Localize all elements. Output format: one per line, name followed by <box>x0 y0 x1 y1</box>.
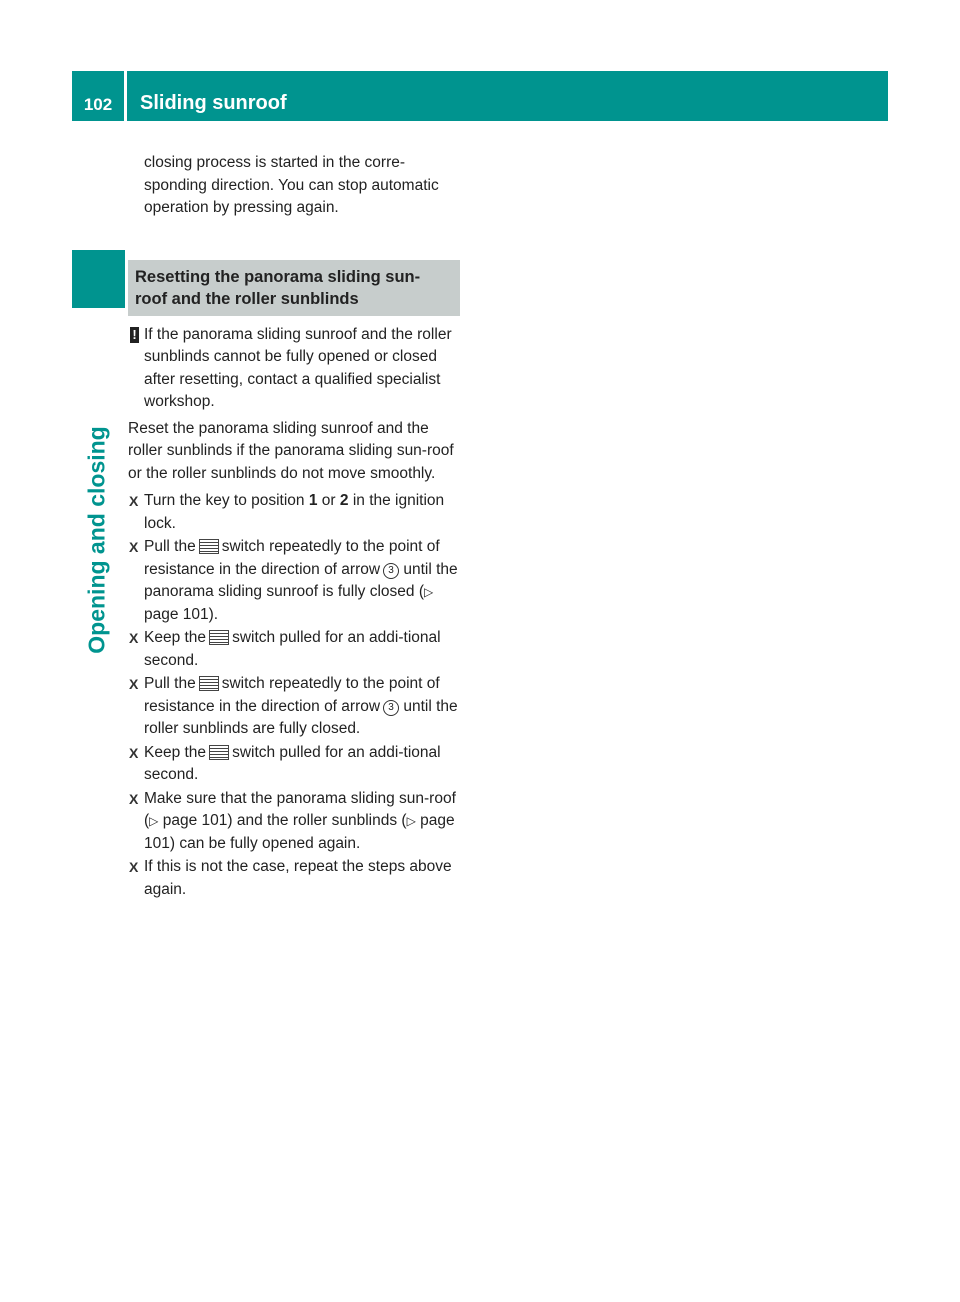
section-title: Sliding sunroof <box>140 92 287 114</box>
chapter-label: Opening and closing <box>83 426 110 654</box>
page-ref-link[interactable]: page 101) and the roller sunblinds ( <box>162 812 407 829</box>
step-marker-icon: X <box>129 630 139 646</box>
warning-icon: ! <box>130 327 139 343</box>
arrow-3-callout: 3 <box>383 700 399 716</box>
step-marker-icon: X <box>129 539 139 555</box>
intro-text: closing process is started in the corre-sponding direction. You can stop automatic operation by pressing again. <box>144 154 439 216</box>
section-heading: Resetting the panorama sliding sun-roof and the roller sunblinds <box>128 260 460 316</box>
header-divider <box>124 71 127 121</box>
page-ref-link[interactable]: page 101) can be fully opened again. <box>144 812 455 852</box>
warning-note <box>128 324 460 414</box>
step-4: X Pull the switch repeatedly to the point of resistance in the direction of arrow 3 until the roller sunblinds are fully closed. <box>129 675 458 737</box>
sunroof-switch-icon <box>199 539 219 554</box>
step-5: X Keep the switch pulled for an addi-tional second. <box>129 743 441 783</box>
step-6: X Make sure that the panorama sliding sun-roof (▷ page 101) and the roller sunblinds (▷ page 101) can be fully opened again. <box>129 789 456 852</box>
sunroof-switch-icon <box>199 676 219 691</box>
side-tab-marker <box>72 250 125 308</box>
section-paragraph: Reset the panorama sliding sunroof and the roller sunblinds if the panorama sliding sun-roof or the roller sunblinds do not move smoothly. <box>128 419 454 482</box>
page-ref-arrow-icon: ▷ <box>149 814 159 828</box>
page-ref-arrow-icon: ▷ <box>424 585 434 599</box>
sunroof-switch-icon <box>209 630 229 645</box>
sunroof-switch-icon <box>209 745 229 760</box>
step-marker-icon: X <box>129 859 139 875</box>
step-marker-icon: X <box>129 790 139 807</box>
arrow-3-callout: 3 <box>383 563 399 579</box>
content-column <box>128 152 460 902</box>
step-1: X Turn the key to position 1 or 2 in the ignition lock. <box>129 492 445 532</box>
step-marker-icon: X <box>129 493 139 509</box>
warning-text: If the panorama sliding sunroof and the roller sunblinds cannot be fully opened or closed after resetting, contact a qualified specialist workshop. <box>144 325 452 410</box>
page-number: 102 <box>83 95 113 114</box>
page-ref-link[interactable]: page 101). <box>144 605 219 623</box>
step-2: X Pull the switch repeatedly to the point of resistance in the direction of arrow 3 until the panorama sliding sunroof is fully closed (▷ page 101). <box>129 538 458 623</box>
step-marker-icon: X <box>129 676 139 692</box>
step-7: X If this is not the case, repeat the steps above again. <box>129 858 452 898</box>
step-3: X Keep the switch pulled for an addi-tional second. <box>129 629 441 669</box>
step-marker-icon: X <box>129 744 139 761</box>
page-ref-arrow-icon: ▷ <box>406 814 416 828</box>
